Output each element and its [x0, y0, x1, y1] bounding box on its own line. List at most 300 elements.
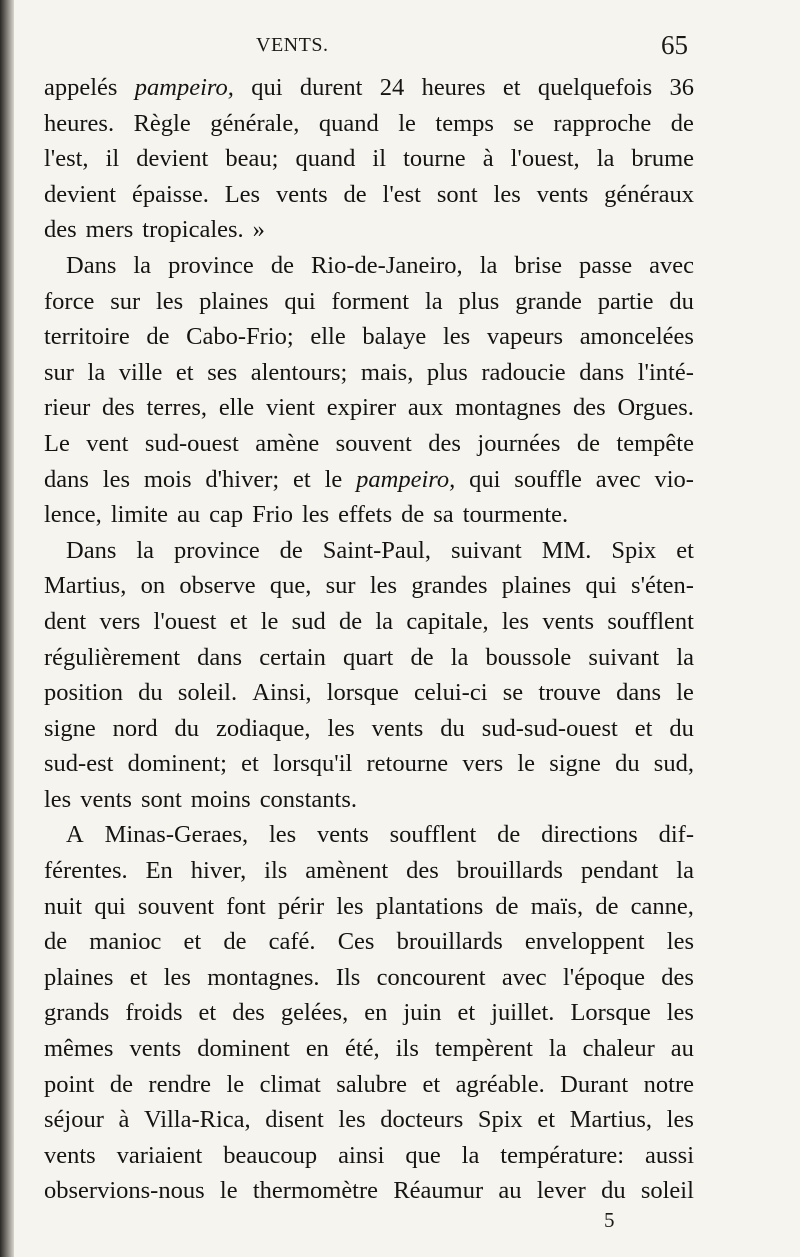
word: Ces: [337, 928, 375, 956]
word: vents: [371, 714, 424, 742]
word: et: [293, 465, 311, 493]
word: du: [669, 287, 694, 315]
word: café.: [268, 928, 316, 956]
word: avec: [501, 963, 547, 991]
word: A: [66, 821, 84, 849]
word: dans: [579, 358, 625, 386]
text-line: [44, 248, 694, 284]
word: souvent: [335, 429, 412, 457]
word: Lorsque: [570, 999, 651, 1027]
word: signe: [44, 714, 96, 742]
word: sud-ouest: [144, 429, 239, 457]
word: mers: [85, 216, 134, 244]
word: qui: [585, 572, 617, 600]
word: brise: [514, 251, 563, 279]
word: radoucie: [481, 358, 566, 386]
text-line: [44, 106, 694, 142]
word: du: [669, 714, 694, 742]
text-line: [44, 960, 694, 996]
word: quand: [318, 109, 379, 137]
word: nuit: [44, 892, 83, 920]
word: aussi: [645, 1141, 694, 1169]
word: plaines: [44, 963, 114, 991]
word: vents: [129, 1035, 182, 1063]
word: beau;: [225, 145, 279, 173]
word: la: [676, 643, 694, 671]
word: périr: [277, 892, 325, 920]
word: rendre: [148, 1070, 211, 1098]
word: vio-: [654, 465, 694, 493]
word: Saint-Paul,: [322, 536, 431, 564]
text-line: [44, 711, 694, 747]
word: devient: [44, 180, 117, 208]
word: avec: [595, 465, 641, 493]
word: vents: [44, 1141, 96, 1169]
word: province: [168, 251, 254, 279]
word: soleil: [640, 1177, 694, 1205]
word: Le: [44, 429, 70, 457]
word: quand: [295, 145, 356, 173]
word: Règle: [133, 109, 191, 137]
word: les: [666, 928, 694, 956]
word: vents: [275, 180, 328, 208]
text-line: [44, 995, 694, 1031]
word: dans: [197, 643, 243, 671]
text-line: [44, 497, 694, 533]
word: suivant: [450, 536, 522, 564]
text-line: [44, 640, 694, 676]
word: la: [676, 857, 694, 885]
word: la: [548, 1035, 567, 1063]
word: Orgues.: [617, 394, 694, 422]
word: mais,: [360, 358, 414, 386]
word: les: [442, 323, 471, 351]
word: soufflent: [607, 607, 694, 635]
word: pampeiro,: [134, 74, 234, 101]
word: devient: [136, 145, 209, 173]
word: enveloppent: [524, 928, 645, 956]
word: de: [343, 180, 367, 208]
word: terres,: [146, 394, 208, 422]
word: lever: [536, 1177, 586, 1205]
text-line: [44, 355, 694, 391]
text-line: [44, 817, 694, 853]
word: souvent: [137, 892, 215, 920]
word: à: [118, 1106, 130, 1134]
word: d'hiver;: [205, 465, 280, 493]
word: Ils: [335, 963, 361, 991]
word: de: [270, 251, 294, 279]
word: de: [576, 429, 600, 457]
word: séjour: [44, 1106, 104, 1134]
word: des: [573, 394, 606, 422]
word: la: [596, 145, 615, 173]
word: manioc: [89, 928, 162, 956]
word: au: [176, 501, 201, 529]
text-line: [44, 1102, 694, 1138]
word: la: [133, 251, 152, 279]
word: et: [634, 714, 653, 742]
word: effets: [338, 501, 393, 529]
word: maïs,: [530, 892, 584, 920]
word: Spix: [477, 1106, 523, 1134]
word: se: [513, 109, 534, 137]
text-line: [44, 924, 694, 960]
word: 36: [669, 74, 694, 101]
word: 24: [379, 74, 405, 101]
word: de: [595, 892, 619, 920]
word: et: [183, 928, 202, 956]
text-line: [44, 319, 694, 355]
text-line: [44, 284, 694, 320]
word: des: [406, 857, 439, 885]
word: du: [440, 714, 465, 742]
word: et: [229, 607, 248, 635]
word: grands: [44, 999, 110, 1027]
word: aux: [407, 394, 444, 422]
word: le: [226, 1070, 245, 1098]
word: vent: [86, 429, 129, 457]
word: l'est,: [44, 145, 89, 173]
word: s'éten-: [631, 572, 694, 600]
word: vers: [462, 750, 504, 778]
word: le: [398, 109, 416, 137]
word: variaient: [116, 1141, 203, 1169]
word: les: [666, 999, 694, 1027]
word: sont: [140, 785, 182, 813]
word: ville: [118, 358, 163, 386]
word: font: [226, 892, 266, 920]
word: de: [338, 607, 363, 635]
word: grandes: [411, 572, 488, 600]
word: la: [450, 643, 469, 671]
text-line: [44, 604, 694, 640]
word: tourmente.: [462, 501, 569, 529]
word: concourent: [376, 963, 486, 991]
word: lence,: [44, 501, 102, 529]
word: dans: [616, 679, 662, 707]
word: les: [501, 607, 530, 635]
word: de: [495, 892, 519, 920]
word: vents: [536, 180, 589, 208]
text-line: [44, 675, 694, 711]
word: thermomètre: [252, 1177, 379, 1205]
word: à: [482, 145, 494, 173]
word: salubre: [336, 1070, 408, 1098]
word: été,: [344, 1035, 380, 1063]
word: souffle: [514, 465, 582, 493]
word: durent: [299, 74, 363, 101]
word: mêmes: [44, 1035, 114, 1063]
word: qui: [94, 892, 126, 920]
word: amènent: [305, 857, 389, 885]
word: vents: [80, 785, 132, 813]
word: les: [44, 785, 72, 813]
text-line: [44, 462, 694, 498]
word: le: [324, 465, 343, 493]
word: ils: [264, 857, 288, 885]
word: il: [372, 145, 387, 173]
word: et: [676, 536, 694, 564]
word: vers: [99, 607, 141, 635]
word: juillet.: [491, 999, 555, 1027]
word: position: [44, 679, 123, 707]
word: cap: [209, 501, 244, 529]
word: les: [336, 892, 364, 920]
word: docteurs: [380, 1106, 464, 1134]
word: du: [601, 1177, 626, 1205]
word: vapeurs: [486, 323, 564, 351]
word: vient: [265, 394, 315, 422]
word: quelquefois: [537, 74, 653, 101]
word: sud: [291, 607, 326, 635]
word: Cabo-Frio;: [186, 323, 294, 351]
word: tempête: [616, 429, 694, 457]
word: la: [479, 251, 498, 279]
word: qui: [469, 465, 501, 493]
word: brouillards: [456, 857, 563, 885]
word: hiver,: [190, 857, 247, 885]
word: lorsqu'il: [273, 750, 353, 778]
word: chaleur: [582, 1035, 655, 1063]
word: plaines: [199, 287, 269, 315]
running-head: VENTS.: [256, 34, 329, 56]
word: Rio-de-Janeiro,: [310, 251, 463, 279]
word: moins: [190, 785, 251, 813]
page-gutter-shadow: [0, 0, 14, 1257]
word: générale,: [210, 109, 300, 137]
word: les: [268, 821, 297, 849]
word: territoire: [44, 323, 130, 351]
printer-signature-mark: 5: [604, 1208, 615, 1232]
word: observe: [179, 572, 256, 600]
text-line: [44, 426, 694, 462]
text-line: [44, 1138, 694, 1174]
word: forment: [331, 287, 410, 315]
word: sud-sud-ouest: [481, 714, 618, 742]
word: et: [502, 74, 521, 101]
word: sur: [44, 358, 74, 386]
word: montagnes.: [207, 963, 320, 991]
word: Ainsi,: [252, 679, 312, 707]
word: sud-est: [44, 750, 114, 778]
word: balaye: [362, 323, 427, 351]
word: le: [219, 1177, 238, 1205]
word: férentes.: [44, 857, 128, 885]
word: sa: [433, 501, 454, 529]
word: et: [241, 750, 259, 778]
word: »: [252, 216, 265, 244]
word: suivant: [588, 643, 660, 671]
word: Martius,: [569, 1106, 653, 1134]
word: Dans: [66, 536, 117, 564]
word: du: [138, 679, 163, 707]
word: ainsi: [338, 1141, 385, 1169]
text-line: [44, 390, 694, 426]
word: des: [44, 216, 77, 244]
word: le: [260, 607, 279, 635]
text-line: [44, 70, 694, 106]
word: épaisse.: [131, 180, 209, 208]
word: montagnes: [455, 394, 562, 422]
word: de: [146, 323, 170, 351]
word: et: [457, 999, 476, 1027]
word: les: [369, 572, 398, 600]
text-line: [44, 1173, 694, 1209]
word: en: [364, 999, 388, 1027]
word: sur: [110, 287, 141, 315]
word: les: [493, 180, 521, 208]
word: partie: [597, 287, 654, 315]
text-line: [44, 141, 694, 177]
text-line: [44, 1031, 694, 1067]
word: Dans: [66, 251, 117, 279]
word: limite: [110, 501, 168, 529]
word: sur: [325, 572, 356, 600]
word: avec: [649, 251, 694, 279]
word: heures.: [44, 109, 115, 137]
word: l'est: [382, 180, 421, 208]
word: retourne: [366, 750, 449, 778]
word: que: [405, 1141, 441, 1169]
word: vents: [317, 821, 369, 849]
word: appelés: [44, 74, 118, 101]
word: nord: [112, 714, 158, 742]
word: Frio: [252, 501, 293, 529]
word: Les: [224, 180, 261, 208]
word: de: [109, 1070, 133, 1098]
word: le: [676, 679, 694, 707]
word: temps: [435, 109, 494, 137]
word: les: [327, 714, 355, 742]
word: ses: [207, 358, 238, 386]
word: soufflent: [389, 821, 477, 849]
word: disent: [265, 1106, 324, 1134]
word: plantations: [375, 892, 484, 920]
word: plaines: [501, 572, 572, 600]
word: tempèrent: [434, 1035, 533, 1063]
word: et: [198, 999, 217, 1027]
word: Réaumur: [393, 1177, 484, 1205]
word: Spix: [611, 536, 657, 564]
word: les: [156, 287, 184, 315]
word: l'époque: [563, 963, 645, 991]
word: tourne: [403, 145, 466, 173]
word: observions-nous: [44, 1177, 205, 1205]
word: la: [136, 536, 155, 564]
word: dominent;: [127, 750, 227, 778]
word: gelées,: [280, 999, 349, 1027]
word: que,: [269, 572, 312, 600]
word: au: [498, 1177, 522, 1205]
text-line: [44, 212, 694, 248]
word: celui-ci: [414, 679, 488, 707]
word: et: [537, 1106, 556, 1134]
word: dans: [44, 465, 89, 493]
word: de: [279, 536, 303, 564]
word: la: [87, 358, 106, 386]
word: expirer: [326, 394, 397, 422]
word: juin: [403, 999, 442, 1027]
word: certain: [259, 643, 326, 671]
word: mois: [143, 465, 192, 493]
word: des: [102, 394, 135, 422]
word: soleil.: [177, 679, 238, 707]
page-number: 65: [661, 30, 688, 60]
body-text: [44, 70, 694, 1209]
word: de: [497, 821, 521, 849]
word: la: [461, 1141, 480, 1169]
word: des: [428, 429, 461, 457]
word: la: [375, 607, 394, 635]
word: canne,: [630, 892, 694, 920]
word: En: [145, 857, 173, 885]
word: température:: [500, 1141, 625, 1169]
word: et: [129, 963, 148, 991]
text-line: [44, 1067, 694, 1103]
word: qui: [284, 287, 316, 315]
word: l'ouest,: [510, 145, 580, 173]
word: rapproche: [553, 109, 652, 137]
word: se: [502, 679, 524, 707]
word: Durant: [560, 1070, 629, 1098]
word: trouve: [538, 679, 601, 707]
word: quart: [343, 643, 394, 671]
word: de: [410, 643, 434, 671]
word: alentours;: [250, 358, 348, 386]
word: brume: [631, 145, 694, 173]
word: amène: [255, 429, 320, 457]
word: agréable.: [455, 1070, 545, 1098]
word: les: [338, 1106, 366, 1134]
word: de: [401, 501, 425, 529]
word: signe: [549, 750, 601, 778]
word: heures: [421, 74, 486, 101]
word: les: [163, 963, 191, 991]
word: la: [424, 287, 443, 315]
word: beaucoup: [223, 1141, 318, 1169]
word: Martius,: [44, 572, 127, 600]
word: qui: [251, 74, 283, 101]
word: boussole: [485, 643, 572, 671]
word: des: [661, 963, 694, 991]
word: on: [140, 572, 166, 600]
word: constants.: [259, 785, 357, 813]
word: sud,: [653, 750, 694, 778]
text-line: [44, 853, 694, 889]
text-line: [44, 782, 694, 818]
word: elle: [310, 323, 346, 351]
word: les: [666, 1106, 694, 1134]
word: capitale,: [406, 607, 489, 635]
word: les: [102, 465, 130, 493]
word: plus: [458, 287, 500, 315]
word: et: [175, 358, 194, 386]
word: MM.: [541, 536, 592, 564]
word: journées: [477, 429, 561, 457]
word: sont: [436, 180, 478, 208]
word: Minas-Geraes,: [104, 821, 249, 849]
word: Villa-Rica,: [143, 1106, 251, 1134]
word: l'ouest: [153, 607, 217, 635]
text-line: [44, 746, 694, 782]
word: le: [517, 750, 536, 778]
word: dif-: [658, 821, 694, 849]
word: du: [174, 714, 200, 742]
text-line: [44, 533, 694, 569]
word: pendant: [580, 857, 659, 885]
word: en: [305, 1035, 329, 1063]
